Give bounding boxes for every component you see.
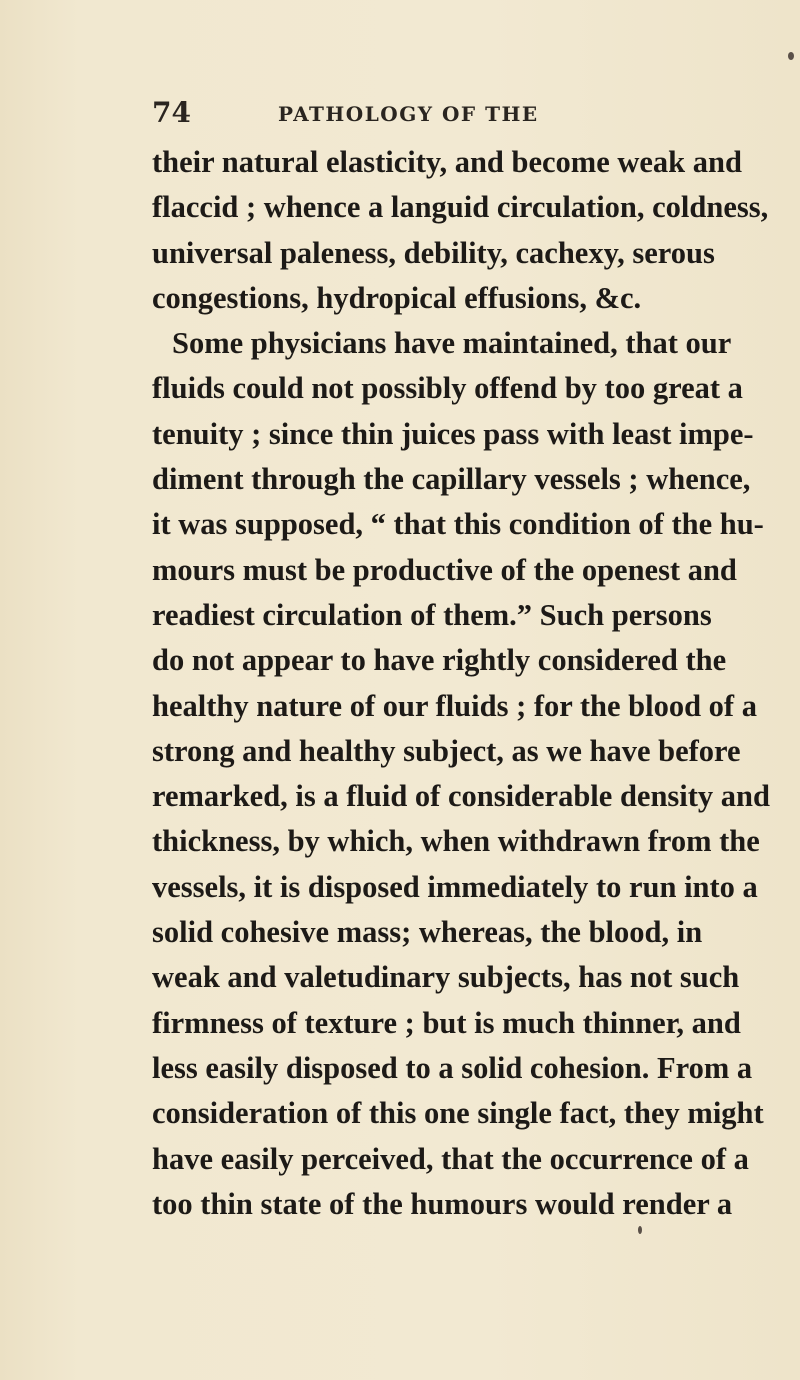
page-header [152,96,632,136]
text-line: remarked, is a fluid of considerable density and [152,779,770,814]
text-line: weak and valetudinary subjects, has not such [152,960,740,995]
text-line: fluids could not possibly offend by too great a [152,371,743,406]
text-line: do not appear to have rightly considered the [152,643,727,678]
text-line: less easily disposed to a solid cohesion. From a [152,1050,753,1085]
ink-speck [788,52,794,60]
running-title: PATHOLOGY OF THE [278,102,539,126]
text-line: solid cohesive mass; whereas, the blood, in [152,915,703,950]
text-line: Some physicians have maintained, that our [172,326,732,361]
text-line: tenuity ; since thin juices pass with least impe- [152,416,754,451]
text-line: have easily perceived, that the occurrence of a [152,1141,749,1176]
text-line: diment through the capillary vessels ; whence, [152,462,751,497]
text-line: thickness, by which, when withdrawn from the [152,824,760,859]
text-line: their natural elasticity, and become weak and [152,145,742,179]
text-line: consideration of this one single fact, they might [152,1096,764,1131]
text-line: readiest circulation of them.” Such persons [152,597,712,632]
ink-speck [638,1226,642,1234]
page-number: 74 [152,96,191,129]
text-line: mours must be productive of the openest and [152,552,737,587]
body-text [152,140,770,1227]
text-line: flaccid ; whence a languid circulation, coldness, [152,190,769,225]
text-line: it was supposed, “ that this condition of the hu- [152,507,764,542]
text-line: healthy nature of our fluids ; for the blood of a [152,688,757,723]
text-line: too thin state of the humours would render a [152,1186,733,1221]
text-line: congestions, hydropical effusions, &c. [152,280,642,315]
text-line: strong and healthy subject, as we have before [152,733,741,768]
text-line: vessels, it is disposed immediately to run into a [152,869,758,904]
text-line: universal paleness, debility, cachexy, serous [152,235,715,270]
text-line: firmness of texture ; but is much thinner, and [152,1005,741,1040]
